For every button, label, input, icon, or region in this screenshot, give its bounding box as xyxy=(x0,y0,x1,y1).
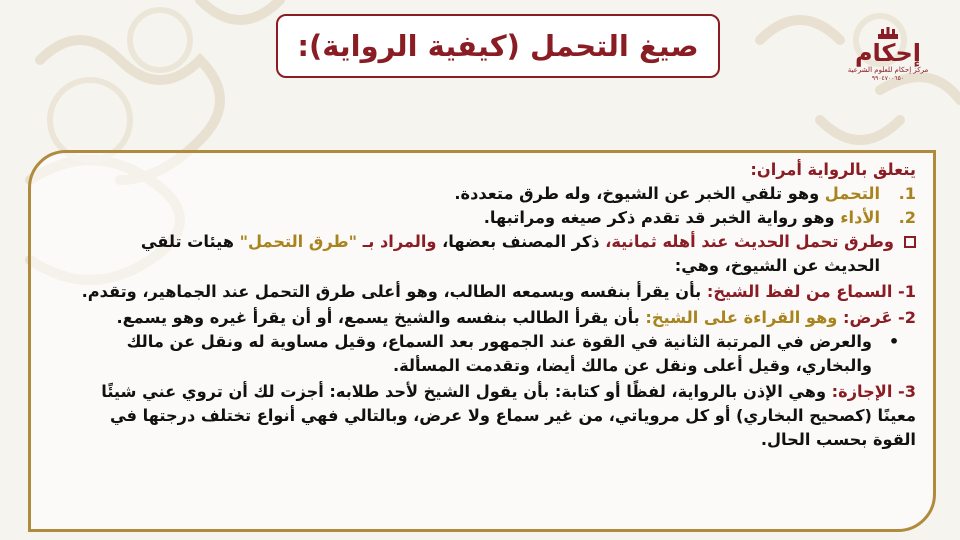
method-2-gold: وهو القراءة على الشيخ: xyxy=(645,308,843,327)
term-adaa: الأداء xyxy=(840,208,880,227)
content xyxy=(40,158,916,452)
logo-subtitle: مركز إحكام للعلوم الشرعية xyxy=(847,66,929,74)
method-1-text: بأن يقرأ بنفسه ويسمعه الطالب، وهو أعلى طرق التحمل عند الجماهير، وتقدم. xyxy=(81,282,707,301)
intro-line: يتعلق بالرواية أمران: xyxy=(750,160,916,179)
page-title: صيغ التحمل (كيفية الرواية): xyxy=(297,29,699,63)
checkbox-item xyxy=(40,230,916,254)
method-3 xyxy=(40,380,916,404)
bullet-line-2: والبخاري، وقيل أعلى ونقل عن مالك أيضا، وتقدمت المسألة. xyxy=(392,356,872,375)
check-text-2: هيئات تلقي xyxy=(140,232,240,251)
list-text: وهو رواية الخبر قد تقدم ذكر صيغه ومراتبها. xyxy=(483,208,841,227)
method-3-line-1: وهي الإذن بالرواية، لفظًا أو كتابة: بأن يقول الشيخ لأحد طلابه: أجزت لك أن تروي عني شيئًا xyxy=(101,382,832,401)
method-3-line-2: معينًا (كصحيح البخاري) أو كل مروياتي، من غير سماع ولا عرض، وبالتالي فهي أنواع تختلف درجتها في xyxy=(109,406,916,425)
method-2-text: بأن يقرأ الطالب بنفسه والشيخ يسمع، أو أن يقرأ غيره وهو يسمع. xyxy=(116,308,646,327)
method-2 xyxy=(40,306,916,330)
checkbox-item-cont: الحديث عن الشيوخ، وهي: xyxy=(674,256,880,275)
check-red-1: وطرق تحمل الحديث عند أهله ثمانية، xyxy=(605,232,894,251)
method-2-lead: 2- عَرض: xyxy=(843,308,916,327)
check-text-1: ذكر المصنف بعضها، xyxy=(436,232,606,251)
method-1 xyxy=(40,280,916,304)
list-number: 2. xyxy=(898,208,916,227)
method-1-lead: 1- السماع من لفظ الشيخ: xyxy=(706,282,916,301)
checkbox-icon xyxy=(904,236,916,248)
list-text: وهو تلقي الخبر عن الشيوخ، وله طرق متعددة. xyxy=(454,184,825,203)
method-3-line-3: القوة بحسب الحال. xyxy=(760,430,916,449)
bullet-icon: • xyxy=(888,332,900,351)
logo-icon xyxy=(876,26,900,40)
list-item-2 xyxy=(40,206,916,230)
method-3-lead: 3- الإجازة: xyxy=(831,382,916,401)
check-red-2: والمراد بـ xyxy=(362,232,437,251)
check-gold: "طرق التحمل" xyxy=(239,232,363,251)
list-number: 1. xyxy=(898,184,916,203)
logo-name: إحكام xyxy=(854,39,922,67)
term-tahammul: التحمل xyxy=(824,184,880,203)
title-box xyxy=(276,14,720,78)
logo-phone: ٩٩٠٤٧٠٠٦٥٠ xyxy=(871,75,905,82)
logo xyxy=(842,26,934,92)
bullet-line-1: والعرض في المرتبة الثانية في القوة عند الجمهور بعد السماع، وقيل مساوية له ونقل عن مالك xyxy=(126,332,872,351)
list-item-1 xyxy=(40,182,916,206)
bullet-item xyxy=(40,330,916,354)
